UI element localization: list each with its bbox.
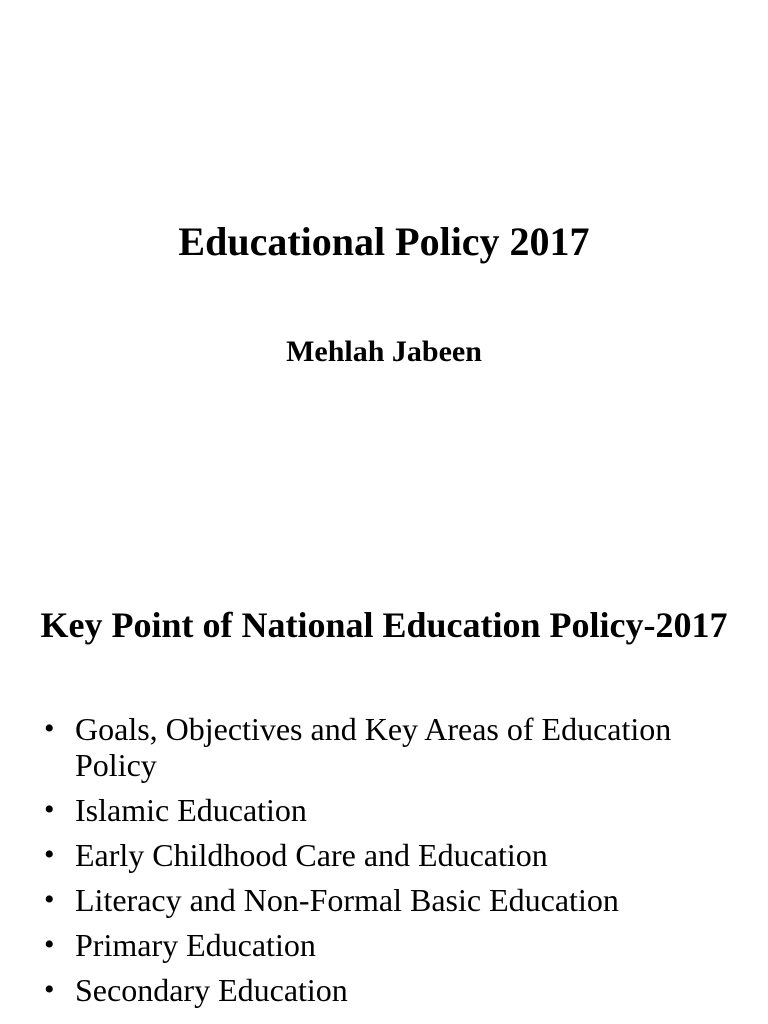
list-item [0, 792, 768, 828]
bullet-icon: • [44, 973, 55, 1006]
bullet-icon: • [44, 838, 55, 871]
list-item [0, 972, 768, 1008]
page-title: Educational Policy 2017 [178, 219, 590, 264]
list-item [0, 882, 768, 918]
bullet-icon: • [44, 883, 55, 916]
bullet-icon: • [44, 793, 55, 826]
list-item-text: Literacy and Non-Formal Basic Education [75, 882, 619, 918]
list-item-text: Primary Education [75, 927, 316, 963]
list-item [0, 711, 768, 783]
list-item [0, 837, 768, 873]
key-points-list [0, 711, 768, 1017]
author-name: Mehlah Jabeen [286, 335, 482, 368]
list-item-text: Goals, Objectives and Key Areas of Education Policy [75, 711, 672, 783]
list-item-text: Islamic Education [75, 792, 307, 828]
list-item [0, 927, 768, 963]
bullet-icon: • [44, 928, 55, 961]
list-item-text: Secondary Education [75, 972, 348, 1008]
section-heading: Key Point of National Education Policy-2017 [40, 605, 728, 645]
list-item-text: Early Childhood Care and Education [75, 837, 548, 873]
bullet-icon: • [44, 712, 55, 745]
